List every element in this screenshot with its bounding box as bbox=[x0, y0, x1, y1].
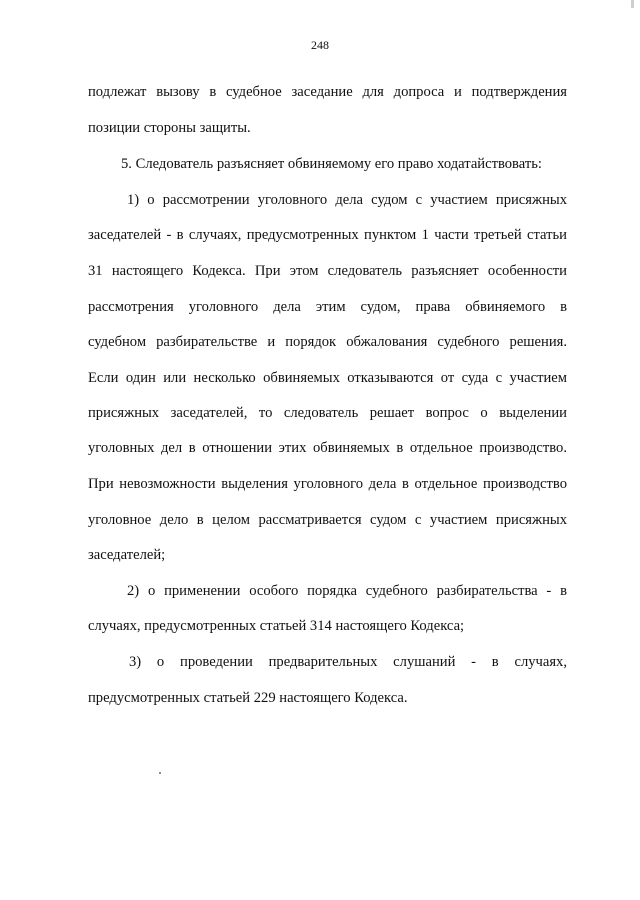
text-line-14: заседателей; bbox=[88, 547, 166, 563]
text-line-1: подлежат вызову в судебное заседание для допроса и подтверждения bbox=[88, 84, 567, 100]
page-number: 248 bbox=[311, 38, 329, 52]
text-line-11: уголовных дел в отношении этих обвиняемых в отдельное производство. bbox=[88, 440, 567, 456]
text-line-3: 5. Следователь разъясняет обвиняемому его право ходатайствовать: bbox=[121, 156, 542, 172]
text-line-9: Если один или несколько обвиняемых отказываются от суда с участием bbox=[88, 370, 567, 386]
scan-artifact bbox=[631, 0, 634, 8]
text-line-10: присяжных заседателей, то следователь решает вопрос о выделении bbox=[88, 405, 567, 421]
text-line-13: уголовное дело в целом рассматривается судом с участием присяжных bbox=[88, 512, 567, 528]
text-line-4: 1) о рассмотрении уголовного дела судом с участием присяжных bbox=[127, 192, 567, 208]
text-line-5: заседателей - в случаях, предусмотренных пунктом 1 части третьей статьи bbox=[88, 227, 567, 243]
text-line-16: случаях, предусмотренных статьей 314 настоящего Кодекса; bbox=[88, 618, 465, 634]
text-line-6: 31 настоящего Кодекса. При этом следователь разъясняет особенности bbox=[88, 263, 567, 279]
text-line-8: судебном разбирательстве и порядок обжалования судебного решения. bbox=[88, 334, 567, 350]
text-line-15: 2) о применении особого порядка судебного разбирательства - в bbox=[127, 583, 567, 599]
text-line-7: рассмотрения уголовного дела этим судом, права обвиняемого в bbox=[88, 299, 567, 315]
text-line-2: позиции стороны защиты. bbox=[88, 120, 251, 136]
text-line-18: предусмотренных статьей 229 настоящего Кодекса. bbox=[88, 690, 408, 706]
scan-speck bbox=[159, 772, 161, 774]
text-line-17: 3) о проведении предварительных слушаний - в случаях, bbox=[129, 654, 567, 670]
text-line-12: При невозможности выделения уголовного дела в отдельное производство bbox=[88, 476, 567, 492]
